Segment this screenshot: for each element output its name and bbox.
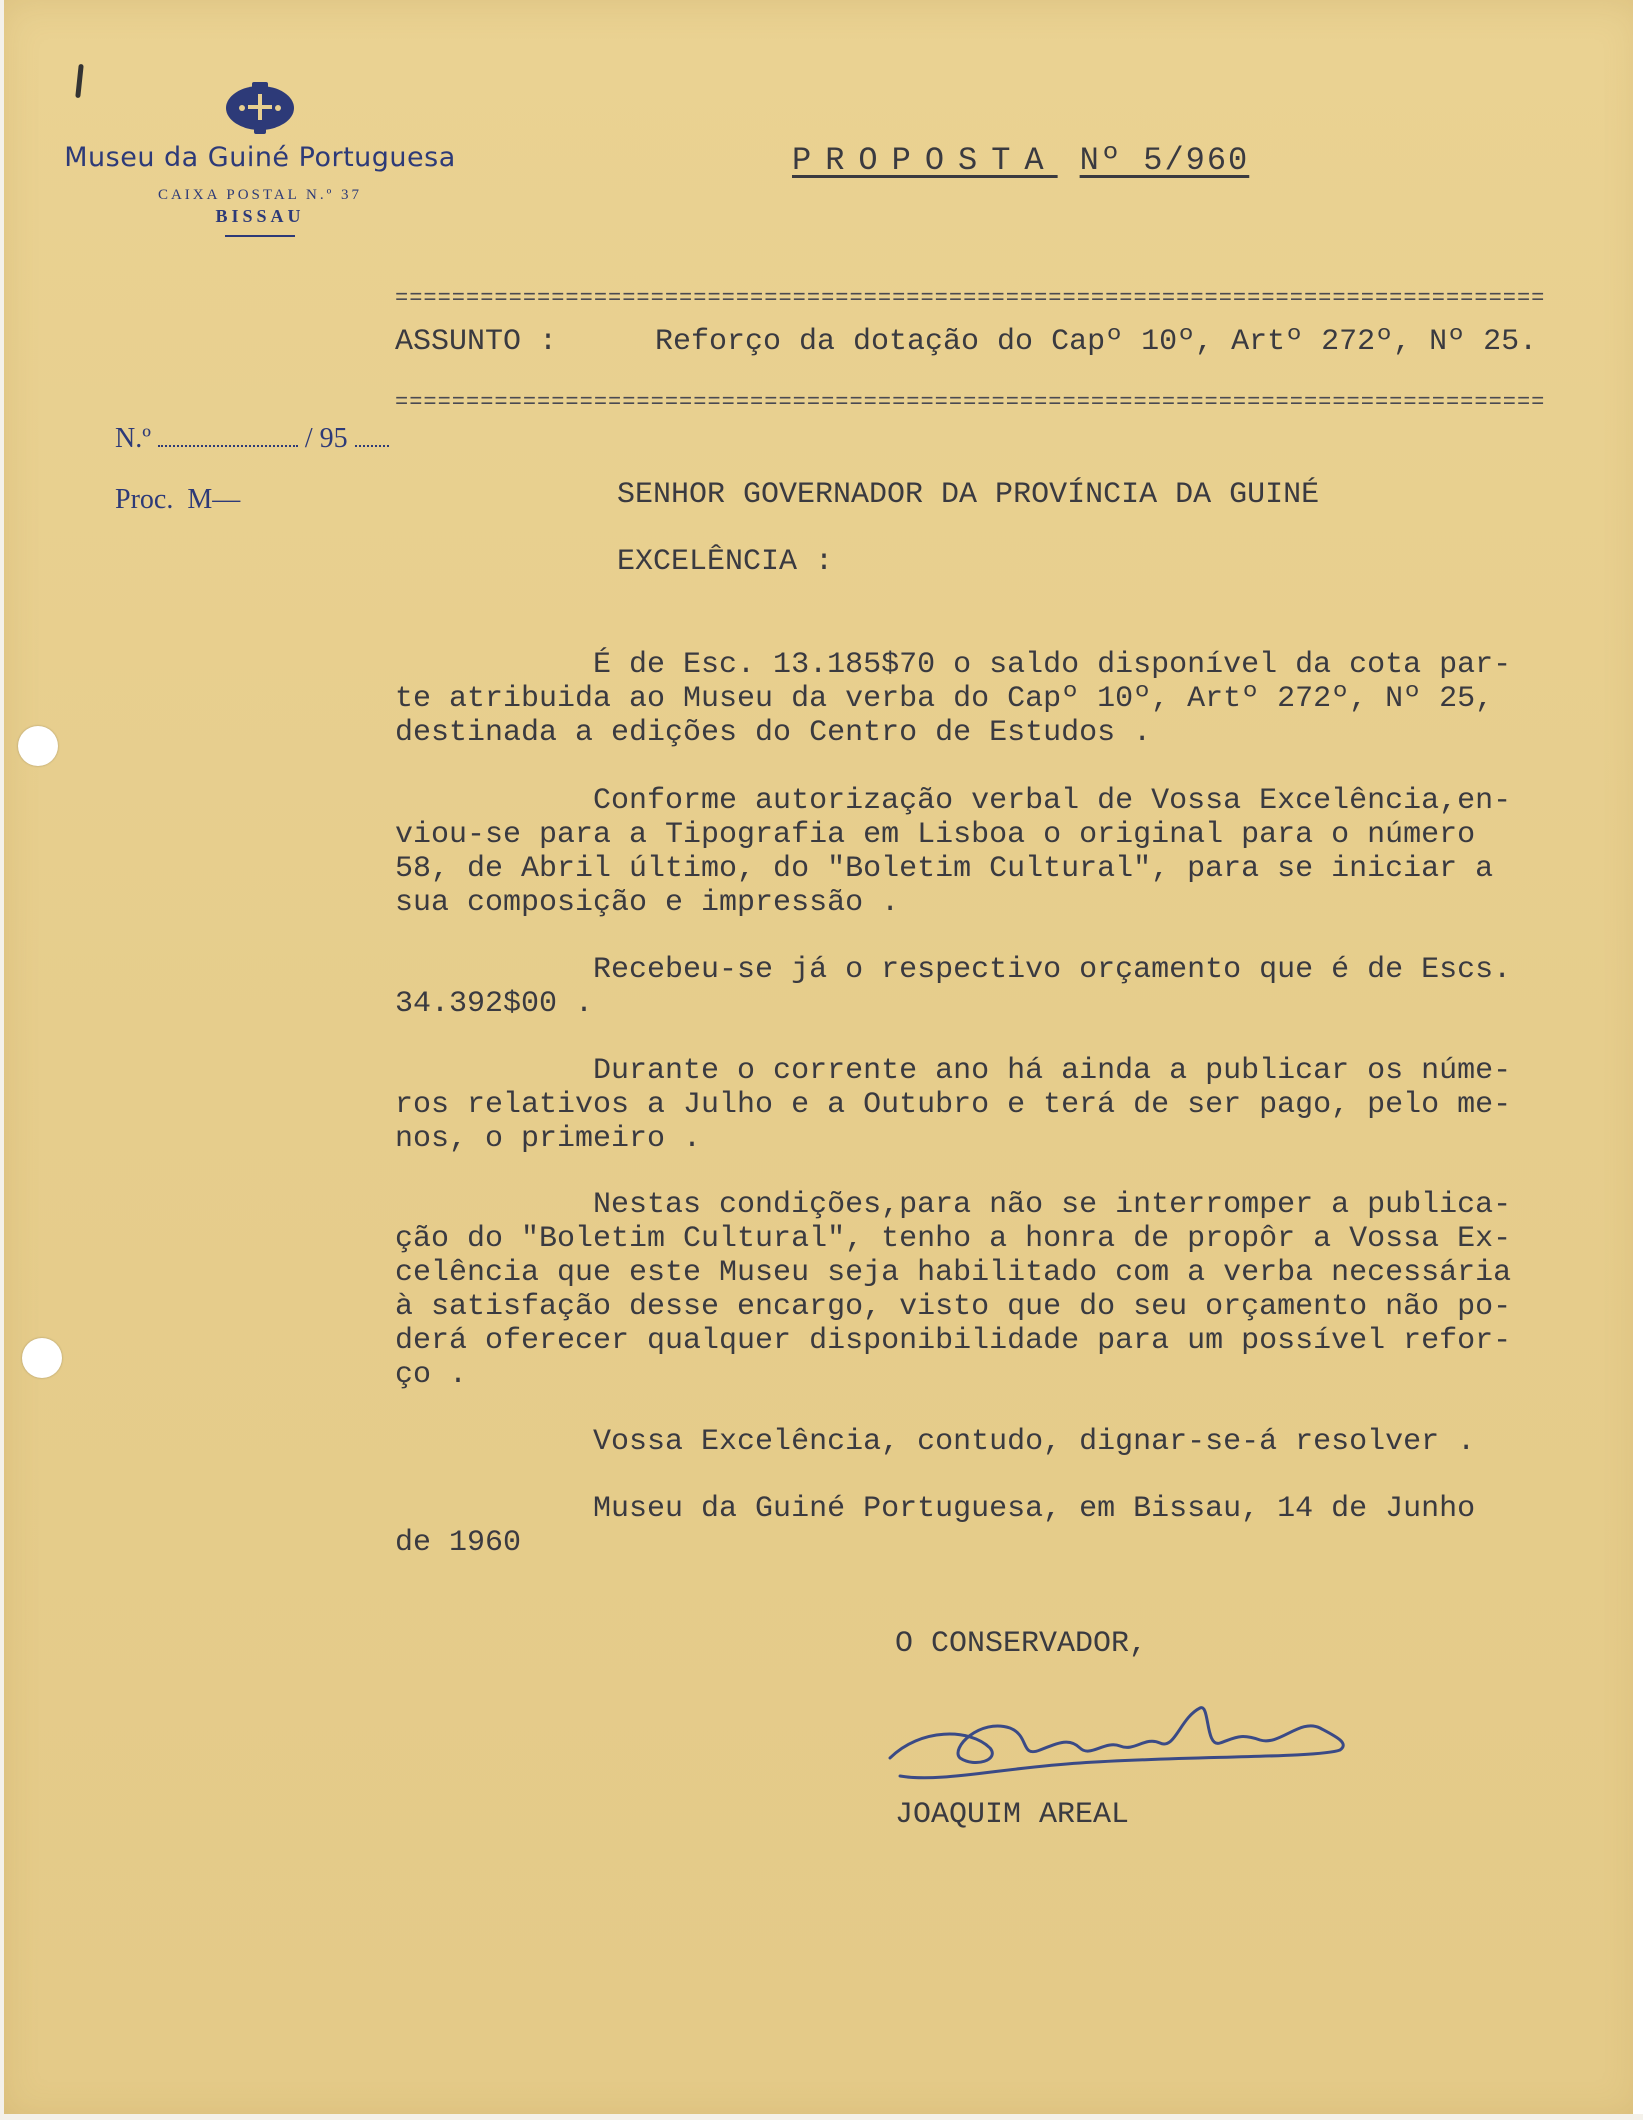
numero-label: N.º bbox=[115, 423, 151, 454]
punch-hole-top bbox=[18, 726, 58, 766]
letterhead-city: BISSAU bbox=[215, 206, 305, 226]
caixa-postal: CAIXA POSTAL N.º 37 bbox=[157, 187, 363, 203]
paragraph-2: Conforme autorização verbal de Vossa Excelência,en- viou-se para a Tipografia em Lisboa o original para o número 58, de Abril último, do "Boletim Cultural", para se iniciar a sua composição e impressão . bbox=[395, 784, 1512, 920]
paragraph-6: Vossa Excelência, contudo, dignar-se-á resolver . bbox=[395, 1425, 1476, 1459]
page-edge-right bbox=[1633, 0, 1643, 2120]
numero-suffix-dots bbox=[355, 445, 389, 447]
paragraph-5: Nestas condições,para não se interromper a publica- ção do "Boletim Cultural", tenho a honra de propôr a Vossa Ex- celência que este Museu seja habilitado com a verba necessária à satisfação desse encargo, visto que do seu orçamento não po- derá oferecer qualquer disponibilidade para um possível refor- ço . bbox=[395, 1188, 1512, 1392]
addressee: SENHOR GOVERNADOR DA PROVÍNCIA DA GUINÉ bbox=[617, 478, 1320, 512]
proc-field: Proc. M— bbox=[115, 484, 241, 515]
paragraph-3: Recebeu-se já o respectivo orçamento que é de Escs. 34.392$00 . bbox=[395, 953, 1512, 1021]
separator-bottom: ================================================================================= bbox=[395, 390, 1546, 415]
numero-field bbox=[115, 423, 389, 455]
signatory-name: JOAQUIM AREAL bbox=[895, 1798, 1130, 1832]
numero-dots bbox=[158, 445, 298, 447]
assunto-label: ASSUNTO : bbox=[395, 325, 558, 359]
salutation: EXCELÊNCIA : bbox=[617, 545, 834, 579]
proposta-number: Nº 5/960 bbox=[1079, 142, 1250, 179]
page-edge-bottom bbox=[0, 2114, 1643, 2120]
numero-suffix: / 95 bbox=[304, 423, 348, 454]
punch-hole-bottom bbox=[22, 1338, 62, 1378]
assunto-text: Reforço da dotação do Capº 10º, Artº 272º, Nº 25. bbox=[655, 325, 1538, 359]
letterhead bbox=[40, 78, 480, 237]
paragraph-4: Durante o corrente ano há ainda a publicar os núme- ros relativos a Julho e a Outubro e terá de ser pago, pelo me- nos, o primeiro . bbox=[395, 1054, 1512, 1156]
proposta-heading bbox=[792, 142, 1249, 179]
separator-top: ================================================================================= bbox=[395, 286, 1546, 311]
assunto-line bbox=[395, 325, 1537, 359]
closing-title: O CONSERVADOR, bbox=[895, 1627, 1148, 1661]
letterhead-rule bbox=[225, 235, 295, 237]
coat-of-arms-icon bbox=[222, 78, 298, 136]
signature-icon bbox=[880, 1688, 1360, 1798]
proposta-title: PROPOSTA bbox=[792, 142, 1058, 179]
page-edge-left bbox=[0, 0, 4, 2120]
paragraph-1: É de Esc. 13.185$70 o saldo disponível da cota par- te atribuida ao Museu da verba do Capº 10º, Artº 272º, Nº 25, destinada a edições do Centro de Estudos . bbox=[395, 648, 1512, 750]
institution-name: Museu da Guiné Portuguesa bbox=[64, 142, 456, 173]
date-line: Museu da Guiné Portuguesa, em Bissau, 14 de Junho de 1960 bbox=[395, 1492, 1476, 1560]
